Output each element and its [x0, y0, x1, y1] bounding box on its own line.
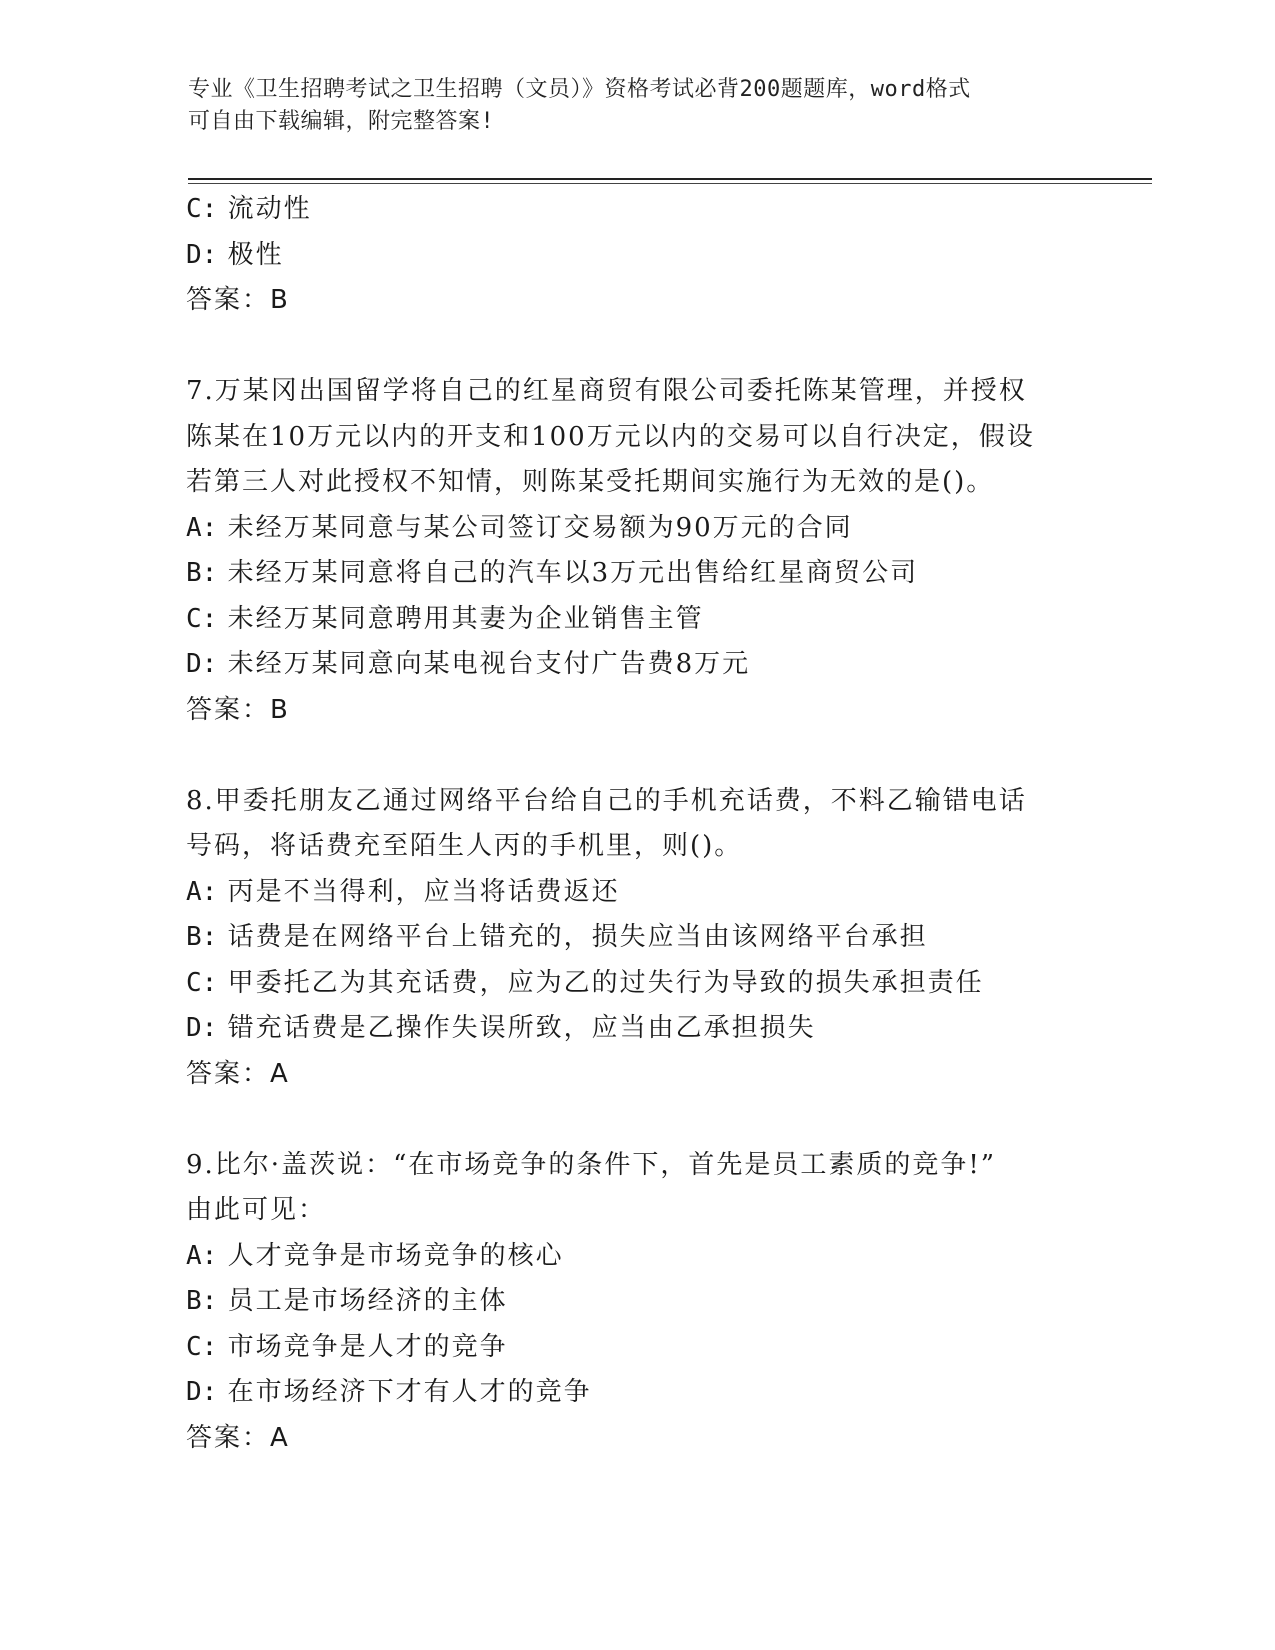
question-stem-line: 7.万某冈出国留学将自己的红星商贸有限公司委托陈某管理，并授权: [186, 376, 1027, 406]
option-text: 未经万某同意聘用其妻为企业销售主管: [227, 603, 704, 634]
question-9: [186, 1143, 1086, 1462]
answer-line: 答案：B: [186, 285, 290, 315]
answer-line: 答案：B: [186, 694, 290, 725]
question-list: [186, 187, 1086, 1461]
option-letter: C:: [186, 194, 218, 224]
option-letter: C:: [186, 1331, 218, 1362]
option-a: [186, 870, 1086, 916]
header-title-line-1: 专业《卫生招聘考试之卫生招聘（文员）》资格考试必背200题题库，word格式: [188, 77, 971, 102]
option-d: [186, 642, 1086, 688]
question-7: [186, 369, 1086, 733]
option-text: 未经万某同意向某电视台支付广告费8万元: [227, 649, 751, 679]
spacer: [186, 733, 1086, 779]
question-stem-line: 若第三人对此授权不知情，则陈某受托期间实施行为无效的是()。: [186, 467, 995, 497]
option-letter: A:: [186, 1240, 218, 1271]
option-letter: D:: [186, 239, 218, 270]
question-stem-line: 9.比尔·盖茨说：“在市场竞争的条件下，首先是员工素质的竞争!”: [186, 1149, 997, 1180]
page-header: [188, 74, 1068, 138]
answer-line: 答案：A: [186, 1058, 290, 1089]
spacer: [186, 1097, 1086, 1143]
option-letter: B:: [186, 558, 218, 588]
option-c: [186, 597, 1086, 643]
option-letter: D:: [186, 1013, 218, 1043]
option-b: [186, 551, 1086, 597]
header-title-line-2: 可自由下载编辑，附完整答案!: [188, 109, 495, 134]
option-a: [186, 1234, 1086, 1280]
option-text: 人才竞争是市场竞争的核心: [227, 1240, 564, 1271]
option-d: [186, 1370, 1086, 1416]
answer-line: 答案：A: [186, 1422, 290, 1453]
question-stem-line: 陈某在10万元以内的开支和100万元以内的交易可以自行决定，假设: [186, 421, 1035, 452]
option-d: [186, 1006, 1086, 1052]
question-8: [186, 779, 1086, 1098]
option-d: [186, 233, 1086, 279]
option-text: 未经万某同意将自己的汽车以3万元出售给红星商贸公司: [227, 558, 919, 588]
header-divider-thin: [188, 183, 1152, 184]
spacer: [186, 324, 1086, 370]
option-b: [186, 915, 1086, 961]
option-letter: A:: [186, 512, 218, 543]
header-divider-thick: [188, 178, 1152, 180]
option-text: 市场竞争是人才的竞争: [227, 1331, 508, 1362]
option-c: [186, 1325, 1086, 1371]
question-6-tail: [186, 187, 1086, 324]
option-text: 丙是不当得利，应当将话费返还: [227, 876, 620, 907]
option-a: [186, 506, 1086, 552]
option-letter: C:: [186, 967, 218, 998]
option-text: 极性: [227, 239, 284, 270]
option-letter: B:: [186, 922, 218, 952]
question-stem-line: 由此可见：: [186, 1195, 327, 1225]
option-letter: A:: [186, 876, 218, 907]
question-stem-line: 号码，将话费充至陌生人丙的手机里，则()。: [186, 831, 743, 861]
option-text: 在市场经济下才有人才的竞争: [227, 1377, 592, 1407]
option-text: 错充话费是乙操作失误所致，应当由乙承担损失: [227, 1013, 816, 1043]
option-text: 话费是在网络平台上错充的，损失应当由该网络平台承担: [227, 922, 928, 952]
option-c: [186, 187, 1086, 233]
option-b: [186, 1279, 1086, 1325]
option-c: [186, 961, 1086, 1007]
option-letter: B:: [186, 1286, 218, 1316]
question-stem-line: 8.甲委托朋友乙通过网络平台给自己的手机充话费，不料乙输错电话: [186, 785, 1027, 816]
option-letter: C:: [186, 603, 218, 634]
option-letter: D:: [186, 1377, 218, 1407]
option-text: 甲委托乙为其充话费，应为乙的过失行为导致的损失承担责任: [227, 967, 984, 998]
option-letter: D:: [186, 649, 218, 679]
option-text: 流动性: [227, 194, 312, 224]
option-text: 未经万某同意与某公司签订交易额为90万元的合同: [227, 512, 853, 543]
option-text: 员工是市场经济的主体: [227, 1286, 508, 1316]
